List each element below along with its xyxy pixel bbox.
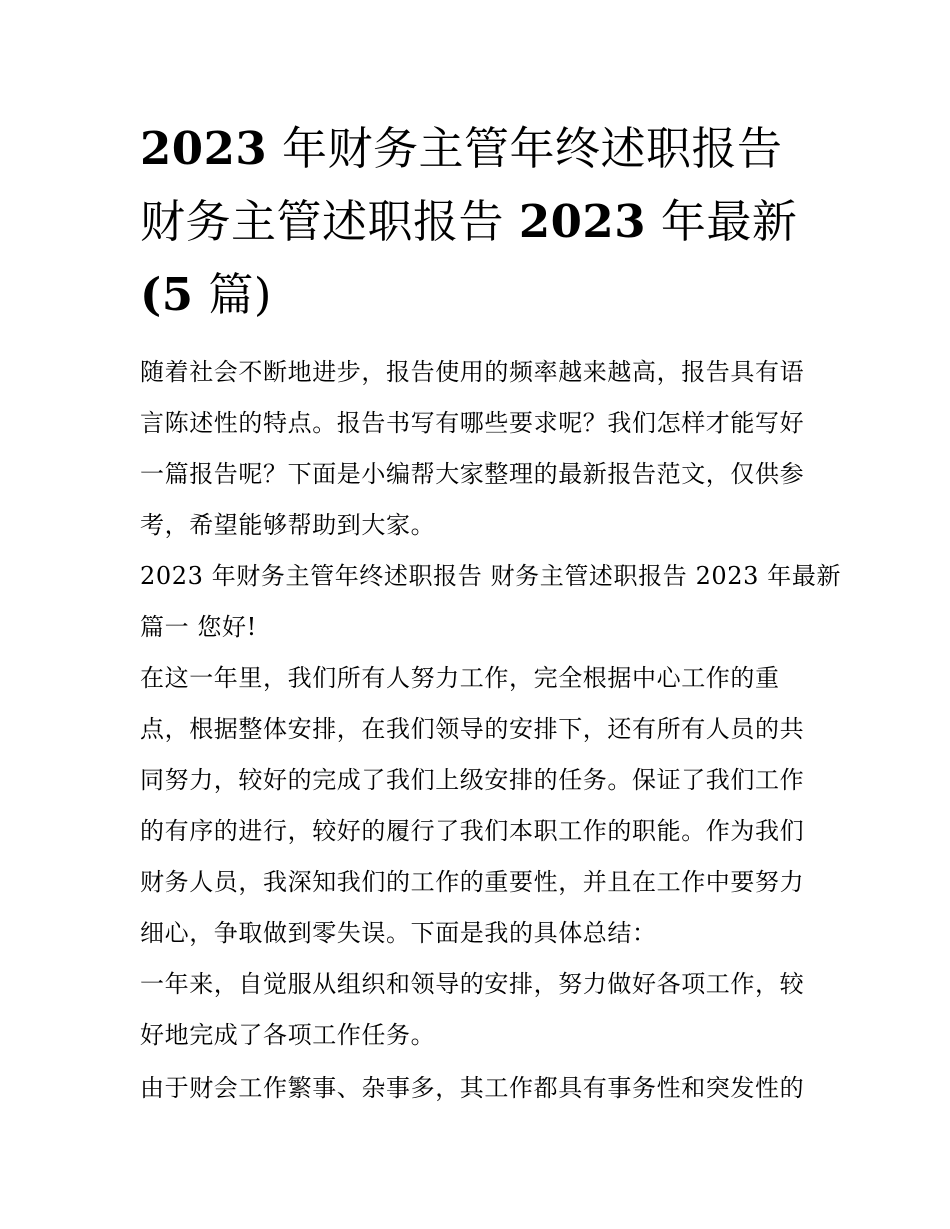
intro-line: 随着社会不断地进步，报告使用的频率越来越高，报告具有语 [140,358,805,386]
body-line: 财务人员，我深知我们的工作的重要性，并且在工作中要努力 [140,868,805,896]
body-line: 同努力，较好的完成了我们上级安排的任务。保证了我们工作 [140,766,805,794]
document-page [140,112,842,1114]
body-paragraph [140,959,820,1061]
body-line: 点，根据整体安排，在我们领导的安排下，还有所有人员的共 [140,715,805,743]
document-title [140,112,820,331]
subtitle-line: 2023 年财务主管年终述职报告 财务主管述职报告 2023 年最新 [140,562,842,590]
body-line: 一年来，自觉服从组织和领导的安排，努力做好各项工作，较 [140,970,805,998]
subtitle-line: 篇一 您好! [140,613,257,641]
body-line: 由于财会工作繁事、杂事多，其工作都具有事务性和突发性的 [140,1074,805,1102]
body-line: 细心，争取做到零失误。下面是我的具体总结： [140,919,657,947]
title-line-1: 2023 年财务主管年终述职报告 [140,122,783,175]
intro-paragraph [140,347,820,551]
title-line-2: 财务主管述职报告 2023 年最新 [140,195,798,248]
intro-line: 一篇报告呢？下面是小编帮大家整理的最新报告范文，仅供参 [140,460,805,488]
body-paragraph [140,653,820,959]
body-line: 好地完成了各项工作任务。 [140,1021,436,1049]
body-line: 的有序的进行，较好的履行了我们本职工作的职能。作为我们 [140,817,805,845]
intro-line: 言陈述性的特点。报告书写有哪些要求呢？我们怎样才能写好 [140,409,805,437]
body-paragraph [140,1063,820,1114]
title-line-3: (5 篇) [140,268,272,321]
intro-line: 考，希望能够帮助到大家。 [140,511,436,539]
body-line: 在这一年里，我们所有人努力工作，完全根据中心工作的重 [140,664,780,692]
section-subtitle [140,551,842,653]
